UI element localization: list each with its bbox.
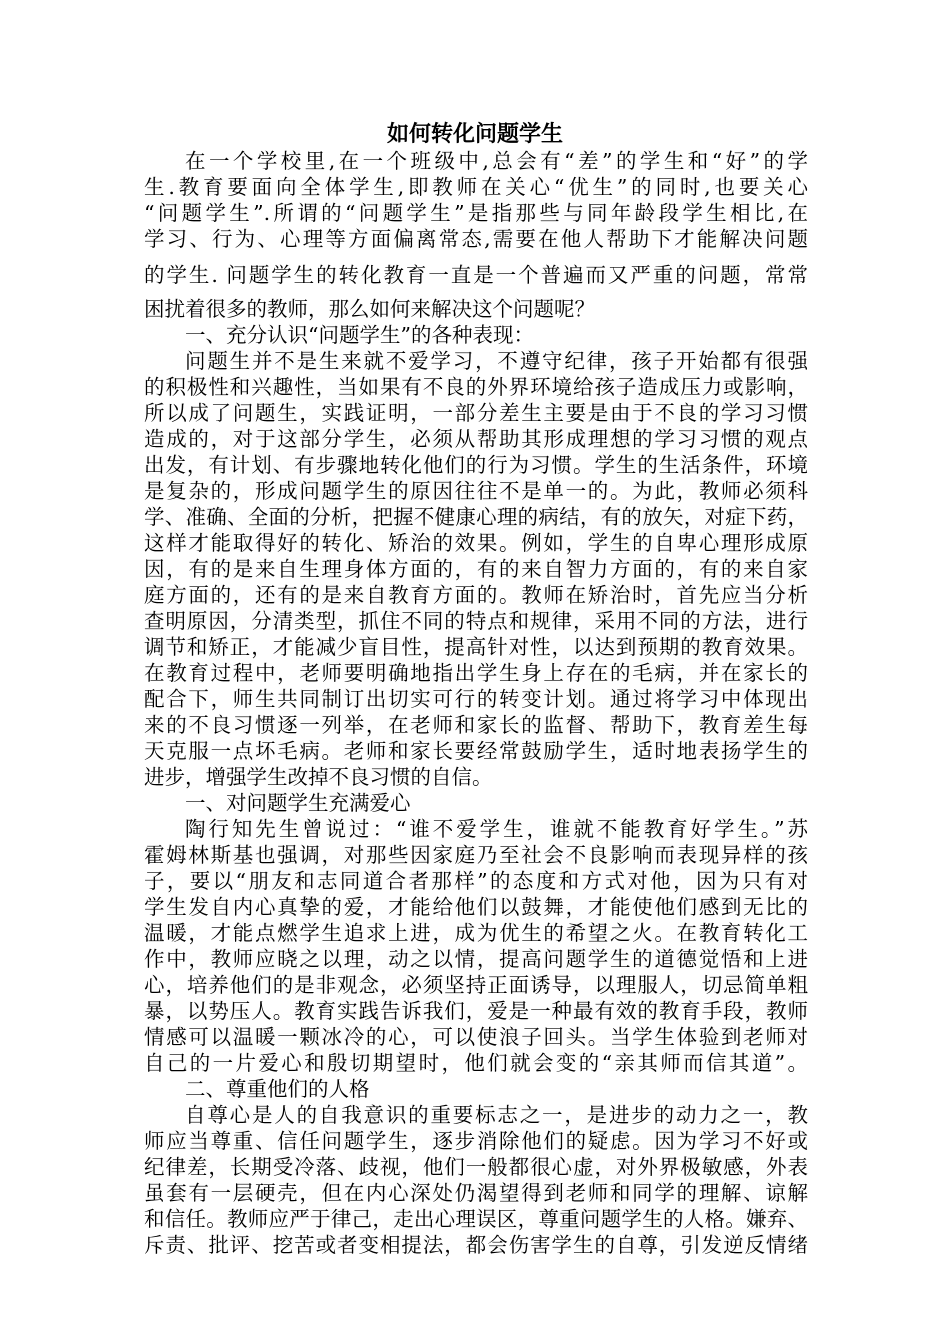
text-line: 这样才能取得好的转化、矫治的效果。例如，学生的自卑心理形成原 xyxy=(144,531,808,555)
text-line: 心，培养他们的是非观念，必须坚持正面诱导，以理服人，切忌简单粗 xyxy=(144,973,808,997)
text-line: 和信任。教师应严于律己，走出心理误区，尊重问题学生的人格。嫌弃、 xyxy=(144,1207,808,1231)
text-line: “问题学生”.所谓的“问题学生”是指那些与同年龄段学生相比,在 xyxy=(144,201,808,225)
text-line: 学习、行为、心理等方面偏离常态,需要在他人帮助下才能解决问题 xyxy=(144,227,808,251)
text-line: 来的不良习惯逐一列举，在老师和家长的监督、帮助下，教育差生每 xyxy=(144,713,808,737)
text-line: 子，要以“朋友和志同道合者那样”的态度和方式对他，因为只有对 xyxy=(144,869,808,893)
text-line: 配合下，师生共同制订出切实可行的转变计划。通过将学习中体现出 xyxy=(144,687,808,711)
text-line: 调节和矫正，才能减少盲目性，提高针对性，以达到预期的教育效果。 xyxy=(144,635,808,659)
text-line: 师应当尊重、信任问题学生，逐步消除他们的疑虑。因为学习不好或 xyxy=(144,1129,808,1153)
text-line: 在教育过程中，老师要明确地指出学生身上存在的毛病，并在家长的 xyxy=(144,661,808,685)
text-line: 暴，以势压人。教育实践告诉我们，爱是一种最有效的教育手段，教师 xyxy=(144,999,808,1023)
text-line: 因，有的是来自生理身体方面的，有的来自智力方面的，有的来自家 xyxy=(144,557,808,581)
text-line: 所以成了问题生，实践证明，一部分差生主要是由于不良的学习习惯 xyxy=(144,401,808,425)
text-line: 困扰着很多的教师，那么如何来解决这个问题呢？ xyxy=(144,297,595,321)
text-line: 陶行知先生曾说过：“谁不爱学生，谁就不能教育好学生。”苏 xyxy=(185,817,808,841)
text-line: 的学生. 问题学生的转化教育一直是一个普遍而又严重的问题，常常 xyxy=(144,263,808,287)
text-line: 学生发自内心真挚的爱，才能给他们以鼓舞，才能使他们感到无比的 xyxy=(144,895,808,919)
section-heading: 一、对问题学生充满爱心 xyxy=(185,791,411,815)
text-line: 的积极性和兴趣性，当如果有不良的外界环境给孩子造成压力或影响， xyxy=(144,375,808,399)
text-line: 自己的一片爱心和殷切期望时，他们就会变的“亲其师而信其道”。 xyxy=(144,1051,808,1075)
text-line: 自尊心是人的自我意识的重要标志之一，是进步的动力之一，教 xyxy=(185,1103,808,1127)
text-line: 霍姆林斯基也强调，对那些因家庭乃至社会不良影响而表现异样的孩 xyxy=(144,843,808,867)
text-line: 学、准确、全面的分析，把握不健康心理的病结，有的放矢，对症下药， xyxy=(144,505,808,529)
text-line: 在一个学校里,在一个班级中,总会有“差”的学生和“好”的学 xyxy=(185,149,808,173)
text-line: 庭方面的，还有的是来自教育方面的。教师在矫治时，首先应当分析 xyxy=(144,583,808,607)
text-line: 温暖，才能点燃学生追求上进，成为优生的希望之火。在教育转化工 xyxy=(144,921,808,945)
text-line: 纪律差，长期受冷落、歧视，他们一般都很心虚，对外界极敏感，外表 xyxy=(144,1155,808,1179)
text-line: 斥责、批评、挖苦或者变相提法，都会伤害学生的自尊，引发逆反情绪 xyxy=(144,1233,808,1257)
document-title: 如何转化问题学生 xyxy=(386,121,563,147)
text-line: 查明原因，分清类型，抓住不同的特点和规律，采用不同的方法，进行 xyxy=(144,609,808,633)
text-line: 虽套有一层硬壳，但在内心深处仍渴望得到老师和同学的理解、谅解 xyxy=(144,1181,808,1205)
text-line: 问题生并不是生来就不爱学习，不遵守纪律，孩子开始都有很强 xyxy=(185,349,808,373)
section-heading: 一、充分认识“问题学生”的各种表现： xyxy=(185,323,534,347)
section-heading: 二、尊重他们的人格 xyxy=(185,1077,370,1101)
text-line: 进步，增强学生改掉不良习惯的自信。 xyxy=(144,765,493,789)
text-line: 造成的，对于这部分学生，必须从帮助其形成理想的学习习惯的观点 xyxy=(144,427,808,451)
text-line: 是复杂的，形成问题学生的原因往往不是单一的。为此，教师必须科 xyxy=(144,479,808,503)
text-line: 出发，有计划、有步骤地转化他们的行为习惯。学生的生活条件，环境 xyxy=(144,453,808,477)
text-line: 作中，教师应晓之以理，动之以情，提高问题学生的道德觉悟和上进 xyxy=(144,947,808,971)
text-line: 天克服一点坏毛病。老师和家长要经常鼓励学生，适时地表扬学生的 xyxy=(144,739,808,763)
text-line: 生.教育要面向全体学生,即教师在关心“优生”的同时,也要关心 xyxy=(144,175,808,199)
text-line: 情感可以温暖一颗冰冷的心，可以使浪子回头。当学生体验到老师对 xyxy=(144,1025,808,1049)
